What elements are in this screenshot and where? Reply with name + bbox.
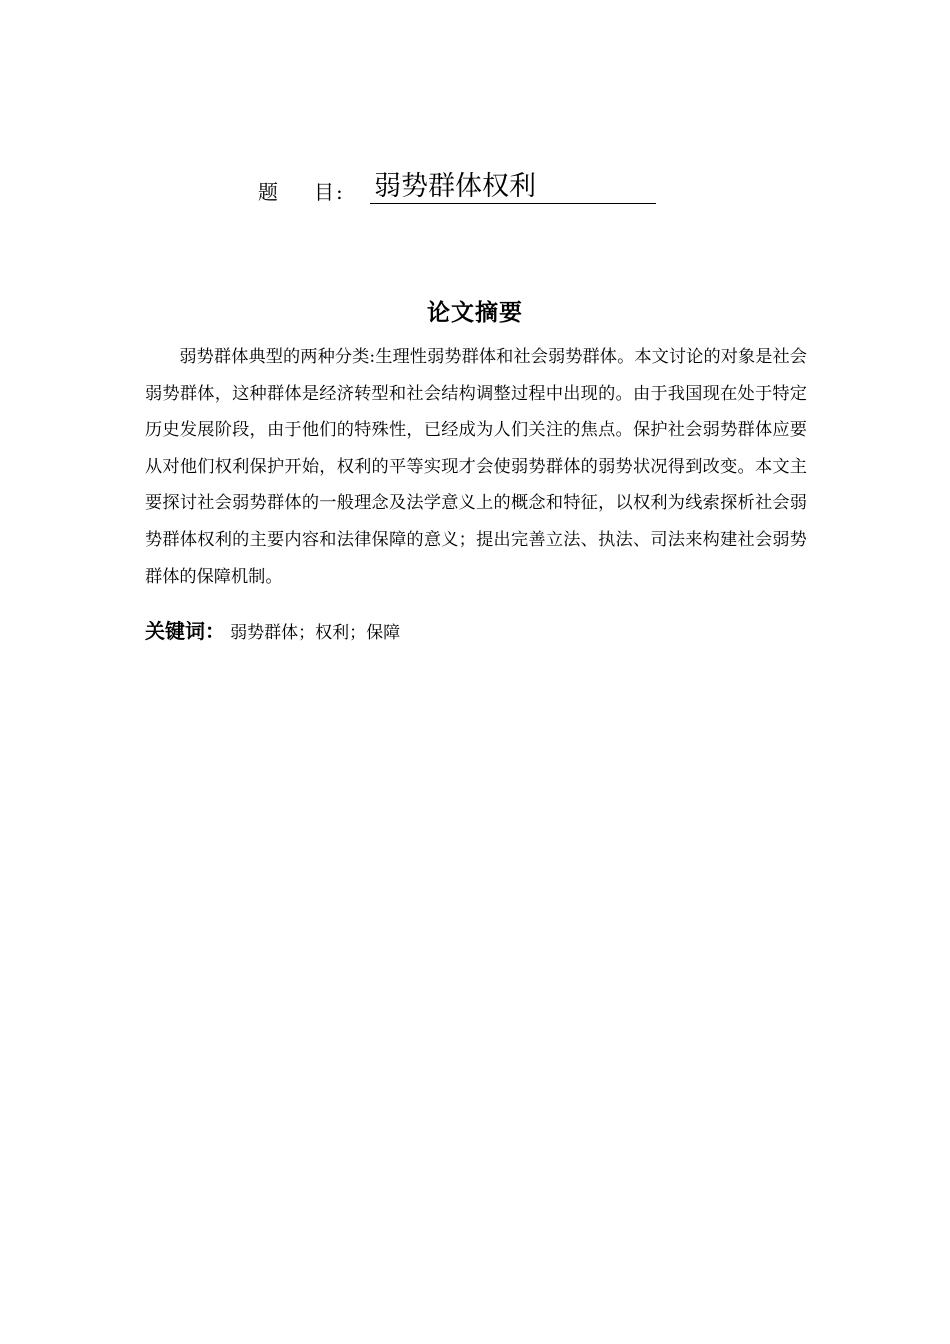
- thesis-title: 弱势群体权利: [370, 170, 656, 204]
- title-label-char-1: 题: [258, 180, 280, 204]
- title-label-char-2: 目:: [314, 180, 345, 204]
- keywords-label: 关键词：: [145, 619, 225, 643]
- abstract-body: 弱势群体典型的两种分类:生理性弱势群体和社会弱势群体。本文讨论的对象是社会弱势群体，这种群体是经济转型和社会结构调整过程中出现的。由于我国现在处于特定历史发展阶段，由于他们的特殊性，已经成为人们关注的焦点。保护社会弱势群体应要从对他们权利保护开始，权利的平等实现才会使弱势群体的弱势状况得到改变。本文主要探讨社会弱势群体的一般理念及法学意义上的概念和特征，以权利为线索探析社会弱势群体权利的主要内容和法律保障的意义；提出完善立法、执法、司法来构建社会弱势群体的保障机制。: [145, 347, 807, 587]
- title-line: [258, 170, 678, 210]
- abstract-heading: 论文摘要: [427, 300, 523, 326]
- title-label: [258, 176, 345, 205]
- keywords-line: [145, 615, 807, 644]
- keywords-value: 弱势群体；权利；保障: [230, 623, 401, 643]
